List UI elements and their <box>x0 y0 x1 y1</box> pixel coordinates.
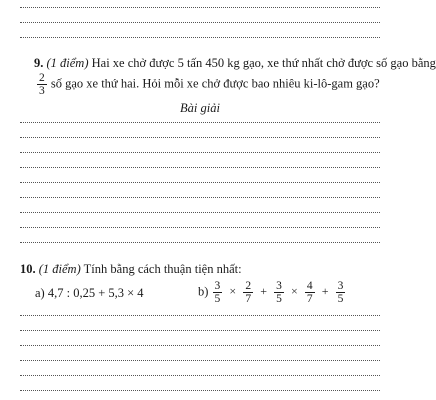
answer-line <box>20 7 380 8</box>
q10b-operator: + <box>260 284 267 299</box>
answer-line <box>20 152 380 153</box>
q10-prompt: Tính bằng cách thuận tiện nhất: <box>83 262 242 276</box>
fraction-numerator: 3 <box>337 280 344 292</box>
answer-line <box>20 390 380 391</box>
answer-line <box>20 227 380 228</box>
answer-line <box>20 242 380 243</box>
answer-line <box>20 182 380 183</box>
fraction-denominator: 5 <box>214 293 221 305</box>
answer-line <box>20 197 380 198</box>
fraction-denominator: 5 <box>337 293 344 305</box>
q9-points: (1 điểm) <box>46 56 89 70</box>
answer-line <box>20 137 380 138</box>
q10b-operator: + <box>321 284 329 299</box>
answer-line <box>20 22 380 23</box>
q10b <box>198 280 346 305</box>
q10a <box>35 286 144 301</box>
q10-number: 10. <box>20 262 36 276</box>
q9-number: 9. <box>34 56 44 70</box>
q10b-term-5 <box>336 280 346 305</box>
answer-line <box>20 330 380 331</box>
fraction-numerator: 3 <box>276 280 282 292</box>
answer-line <box>20 167 380 168</box>
q10b-operator: × <box>229 284 237 299</box>
answer-line <box>20 375 380 376</box>
q9-text-2: số gạo xe thứ hai. Hỏi mỗi xe chở được bao nhiêu ki-lô-gam gạo? <box>50 76 380 91</box>
answer-line <box>20 345 380 346</box>
fraction-numerator: 2 <box>39 72 45 84</box>
fraction-denominator: 3 <box>39 85 45 97</box>
fraction-numerator: 3 <box>214 280 221 292</box>
fraction-denominator: 7 <box>306 293 313 305</box>
q10-points: (1 điểm) <box>38 262 81 276</box>
q9-line-2 <box>36 72 380 97</box>
q10b-term-3 <box>274 280 284 305</box>
q10a-expression: 4,7 : 0,25 + 5,3 × 4 <box>47 286 144 300</box>
answer-line <box>20 212 380 213</box>
q10a-label: a) <box>35 286 45 300</box>
q9-fraction <box>37 72 47 97</box>
fraction-denominator: 7 <box>245 293 252 305</box>
fraction-numerator: 2 <box>245 280 252 292</box>
q10b-operator: × <box>290 284 298 299</box>
fraction-numerator: 4 <box>306 280 313 292</box>
q9-line-1 <box>34 56 436 71</box>
answer-line <box>20 360 380 361</box>
q10b-label: b) <box>198 284 209 299</box>
answer-line <box>20 122 380 123</box>
q10-line-1 <box>20 262 242 277</box>
q9-text-1: Hai xe chở được 5 tấn 450 kg gạo, xe thứ nhất chở được số gạo bằng <box>91 56 436 70</box>
solution-heading: Bài giải <box>180 101 220 115</box>
q10b-term-2 <box>243 280 253 305</box>
answer-line <box>20 37 380 38</box>
q10b-term-4 <box>305 280 315 305</box>
answer-line <box>20 315 380 316</box>
q10b-term-1 <box>213 280 223 305</box>
fraction-denominator: 5 <box>276 293 282 305</box>
